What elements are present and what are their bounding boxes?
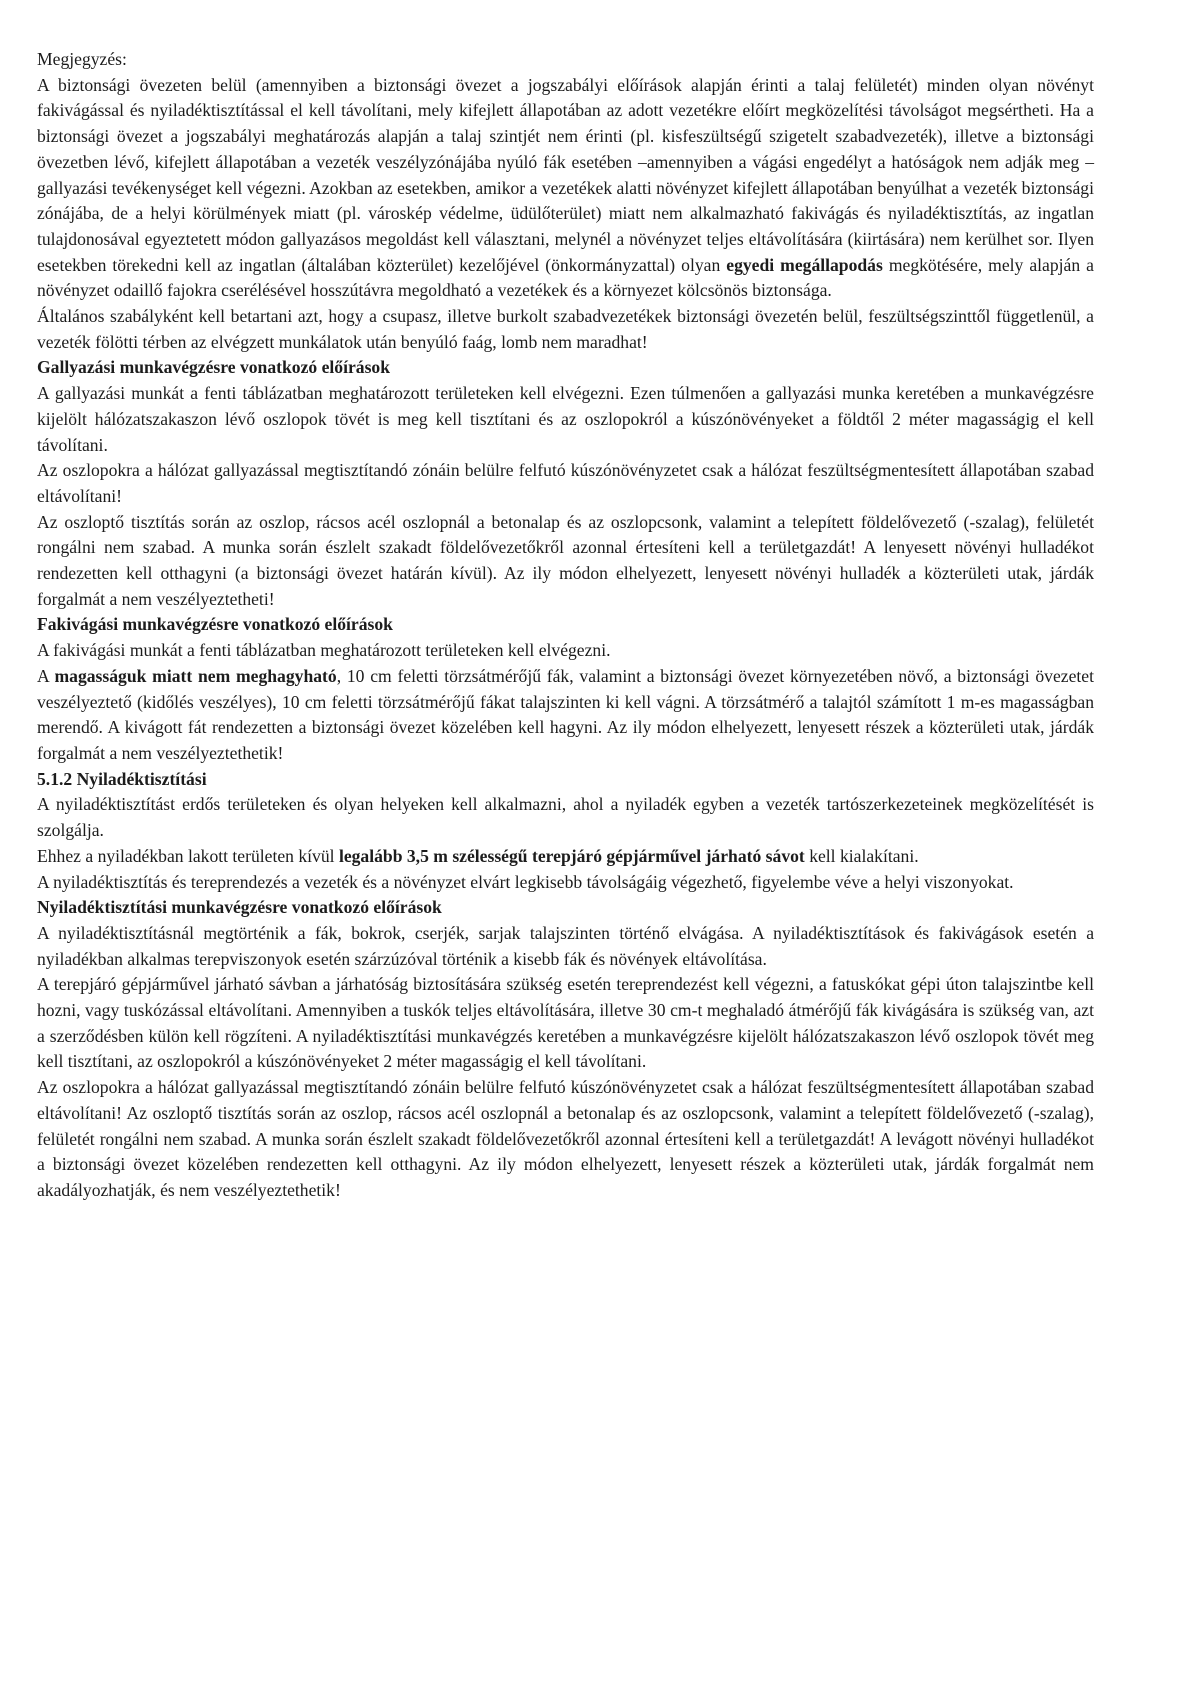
nyiladek-p2-bold: legalább 3,5 m szélességű terepjáró gépjárművel járható sávot [338,845,805,866]
nyiladek-paragraph-3: A nyiladéktisztítás és tereprendezés a vezeték és a növényzet elvárt legkisebb távolságáig végezhető, figyelembe véve a helyi viszonyokat. [37,871,1014,892]
gallyazas-paragraph-1: A gallyazási munkát a fenti táblázatban meghatározott területeken kell elvégezni. Ezen túlmenően a gallyazási munka keretében a munkavégzésre kijelölt hálózatszakaszon lévő oszlopok tövét is meg kell tisztítani és az oszlopokról a kúszónövényeket a földtől 2 méter magasságig el kell távolítani. [37,383,1094,455]
fakivagas-paragraph-2 [37,664,1094,767]
fakivagas-p2-bold: magasságuk miatt nem meghagyható [54,665,337,686]
note-p1-text-a: A biztonsági övezeten belül (amennyiben a biztonsági övezet a jogszabályi előírások alapján érinti a talaj felületét) minden olyan növényt fakivágással és nyiladéktisztítással el kell távolítani, mely kifejlett állapotában az adott vezetékre előírt megközelítési távolságot megsértheti. Ha a biztonsági övezet a jogszabályi meghatározás alapján a talaj szintjét nem érinti (pl. kisfeszültségű szigetelt szabadvezeték), illetve a biztonsági övezetben lévő, kifejlett állapotában a vezeték veszélyzónájába nyúló fák esetében –amennyiben a vágási engedélyt a hatóságok nem adják meg – gallyazási tevékenységet kell végezni. Azokban az esetekben, amikor a vezetékek alatti növényzet kifejlett állapotában benyúlhat a vezeték biztonsági zónájába, de a helyi körülmények miatt (pl. városkép védelme, üdülőterület) miatt nem alkalmazható fakivágás és nyiladéktisztítás, az ingatlan tulajdonosával egyeztetett módon gallyazásos megoldást kell választani, melynél a növényzet teljes eltávolítására (kiirtására) nem kerülhet sor. Ilyen esetekben törekedni kell az ingatlan (általában közterület) kezelőjével (önkormányzattal) olyan [37,74,1094,275]
gallyazas-heading: Gallyazási munkavégzésre vonatkozó előírások [37,357,391,378]
nyiladek-section-heading: 5.1.2 Nyiladéktisztítási [37,768,207,789]
nyiladek-paragraph-2 [37,844,1094,870]
nyiladek-p2-text-b: kell kialakítani. [809,845,919,866]
note-p1-bold: egyedi megállapodás [726,254,883,275]
note-paragraph-2: Általános szabályként kell betartani azt, hogy a csupasz, illetve burkolt szabadvezetékek biztonsági övezetén belül, feszültségszinttől függetlenül, a vezeték fölötti térben az elvégzett munkálatok után benyúló faág, lomb nem maradhat! [37,306,1094,352]
nyiladek-eloirasok-paragraph-2: A terepjáró gépjárművel járható sávban a járhatóság biztosítására szükség esetén tereprendezést kell végezni, a fatuskókat gépi úton talajszintbe kell hozni, vagy tuskózással eltávolítani. Amennyiben a tuskók teljes eltávolítására, illetve 30 cm-t meghaladó átmérőjű fák kivágására is szükség van, azt a szerződésben külön kell rögzíteni. A nyiladéktisztítási munkavégzés keretében a munkavégzésre kijelölt hálózatszakaszon lévő oszlopok tövét meg kell tisztítani, az oszlopokról a kúszónövényeket 2 méter magasságig el kell távolítani. [37,974,1094,1072]
nyiladek-eloirasok-heading: Nyiladéktisztítási munkavégzésre vonatkozó előírások [37,897,442,918]
gallyazas-paragraph-2: Az oszlopokra a hálózat gallyazással megtisztítandó zónáin belülre felfutó kúszónövényzetet csak a hálózat feszültségmentesített állapotában szabad eltávolítani! [37,460,1094,506]
nyiladek-paragraph-1: A nyiladéktisztítást erdős területeken és olyan helyeken kell alkalmazni, ahol a nyiladék egyben a vezeték tartószerkezeteinek megközelítését is szolgálja. [37,794,1094,841]
nyiladek-p2-text-a: Ehhez a nyiladékban lakott területen kívül [37,845,335,866]
note-label: Megjegyzés: [37,49,127,69]
note-paragraph-1 [37,73,1094,304]
fakivagas-p2-text-a: A [37,665,49,686]
fakivagas-p2-text-b: , 10 cm feletti törzsátmérőjű fák, valamint a biztonsági övezet környezetében növő, a biztonsági övezetet veszélyeztető (kidőlés veszélyes), 10 cm feletti törzsátmérőjű fákat talajszinten ki kell vágni. A törzsátmérő a talajtól számított 1 m-es magasságban merendő. A kivágott fát rendezetten a biztonsági övezet közelében kell hagyni. Az ily módon elhelyezett, lenyesett részek a közterületi utak, járdák forgalmát a nem veszélyeztethetik! [37,665,1094,763]
fakivagas-heading: Fakivágási munkavégzésre vonatkozó előírások [37,614,393,635]
gallyazas-paragraph-3: Az oszloptő tisztítás során az oszlop, rácsos acél oszlopnál a betonalap és az oszlopcsonk, valamint a telepített földelővezető (-szalag), felületét rongálni nem szabad. A munka során észlelt szakadt földelővezetőkről azonnal értesíteni kell a területgazdát! A lenyesett növényi hulladékot rendezetten kell otthagyni (a biztonsági övezet határán kívül). Az ily módon elhelyezett, lenyesett növényi hulladék a közterületi utak, járdák forgalmát a nem veszélyeztetheti! [37,511,1094,609]
note-p1-text-b: megkötésére, mely alapján a növényzet odaillő fajokra cserélésével hosszútávra megoldható a vezetékek és a környezet kölcsönös biztonsága. [37,254,1094,301]
nyiladek-eloirasok-paragraph-1: A nyiladéktisztításnál megtörténik a fák, bokrok, cserjék, sarjak talajszinten történő elvágása. A nyiladéktisztítások és fakivágások esetén a nyiladékban alkalmas terepviszonyok esetén szárzúzóval történik a kisebb fák és növények eltávolítása. [37,922,1094,969]
nyiladek-eloirasok-paragraph-3: Az oszlopokra a hálózat gallyazással megtisztítandó zónáin belülre felfutó kúszónövényzetet csak a hálózat feszültségmentesített állapotában szabad eltávolítani! Az oszloptő tisztítás során az oszlop, rácsos acél oszlopnál a betonalap és az oszlopcsonk, valamint a telepített földelővezető (-szalag), felületét rongálni nem szabad. A munka során észlelt szakadt földelővezetőkről azonnal értesíteni kell a területgazdát! A levágott növényi hulladékot a biztonsági övezet közelében rendezetten kell otthagyni. Az ily módon elhelyezett, lenyesett részek a közterületi utak, járdák forgalmát nem akadályozhatják, és nem veszélyeztethetik! [37,1077,1094,1200]
fakivagas-paragraph-1: A fakivágási munkát a fenti táblázatban meghatározott területeken kell elvégezni. [37,640,611,661]
